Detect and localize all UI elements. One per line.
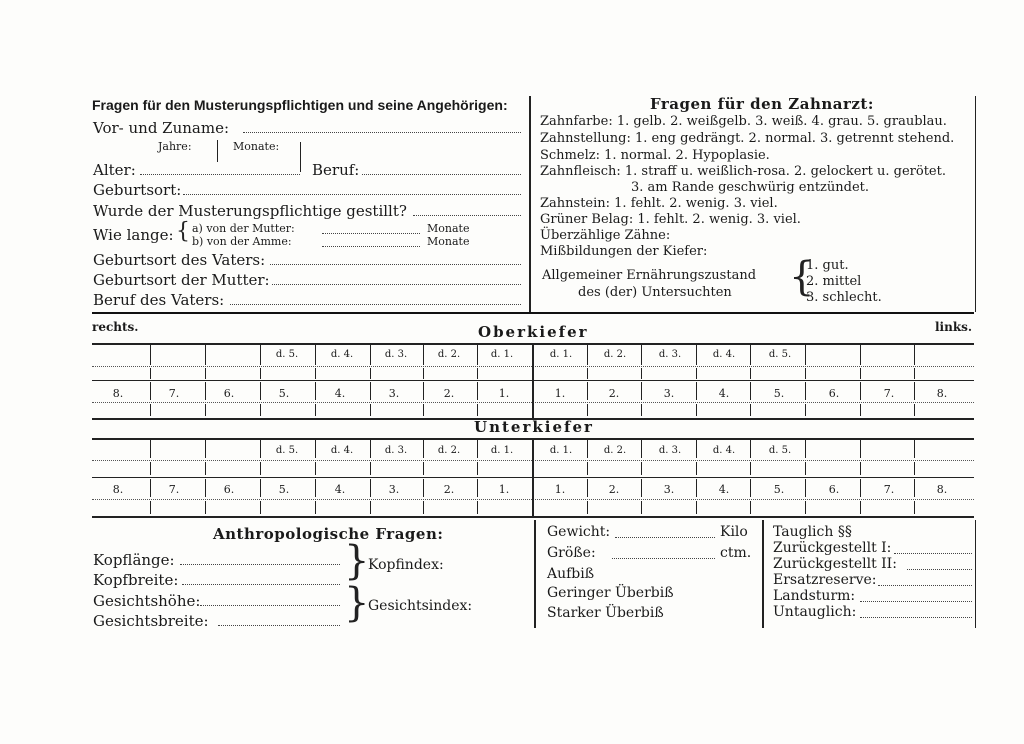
links-label: links.: [935, 320, 973, 334]
cell-tick: [315, 404, 316, 416]
cell-tick: [641, 440, 642, 458]
ok-d2-right: d. 2.: [437, 349, 461, 360]
cell-tick: [423, 501, 424, 514]
beruf-field[interactable]: [362, 174, 521, 175]
cell-tick: [587, 345, 588, 365]
cell-tick: [205, 345, 206, 365]
left-header: Fragen für den Musterungspflichtigen und seine Angehörigen:: [92, 97, 508, 113]
zurueck-2-label: Zurückgestellt II:: [773, 556, 897, 572]
cell-tick: [750, 440, 751, 458]
cell-tick: [423, 440, 424, 458]
ok-tooth-r5: 5.: [278, 387, 290, 400]
ok-tooth-l3: 3.: [663, 387, 675, 400]
oberkiefer-label: Oberkiefer: [478, 323, 589, 341]
cell-tick: [260, 345, 261, 365]
cell-tick: [914, 501, 915, 514]
landsturm-label: Landsturm:: [773, 588, 856, 604]
wie-lange-brace: {: [176, 219, 190, 244]
gesichtshoehe-label: Gesichtshöhe:: [93, 592, 201, 610]
monate-label: Monate:: [233, 140, 280, 153]
gewicht-label: Gewicht:: [547, 524, 611, 540]
cell-tick: [750, 501, 751, 514]
cell-tick: [150, 440, 151, 458]
cell-tick: [260, 404, 261, 416]
cell-tick: [587, 462, 588, 475]
untauglich-field[interactable]: [860, 617, 972, 618]
tauglich: Tauglich §§: [773, 524, 852, 540]
right-edge-top: [975, 96, 976, 312]
missbildungen: Mißbildungen der Kiefer:: [540, 244, 708, 259]
cell-tick: [587, 404, 588, 416]
unterkiefer-label: Unterkiefer: [474, 418, 594, 436]
cell-tick: [370, 479, 371, 497]
cell-tick: [477, 501, 478, 514]
cell-tick: [477, 462, 478, 475]
kopfindex-label: Kopfindex:: [368, 557, 444, 573]
uk-d3-right: d. 3.: [384, 445, 408, 456]
jahre-label: Jahre:: [158, 140, 192, 153]
cell-tick: [641, 479, 642, 497]
cell-tick: [805, 462, 806, 475]
cell-tick: [260, 440, 261, 458]
uk-tooth-r5: 5.: [278, 483, 290, 496]
cell-tick: [914, 479, 915, 497]
uk-tooth-r1: 1.: [498, 483, 510, 496]
cell-tick: [477, 382, 478, 400]
zurueck-2-field[interactable]: [907, 569, 972, 570]
cell-tick: [914, 345, 915, 365]
uk-tooth-r8: 8.: [112, 483, 124, 496]
starker-ueberbiss: Starker Überbiß: [547, 605, 664, 621]
cell-tick: [477, 368, 478, 379]
geburtsort-vater-field[interactable]: [270, 264, 521, 265]
kopfbreite-field[interactable]: [182, 584, 340, 585]
cell-tick: [805, 501, 806, 514]
ernaehrung-brace: {: [789, 254, 815, 300]
ok-tooth-r3: 3.: [388, 387, 400, 400]
von-amme-field[interactable]: [322, 246, 420, 247]
geburtsort-vater-label: Geburtsort des Vaters:: [93, 251, 266, 269]
uk-tooth-l4: 4.: [718, 483, 730, 496]
cell-tick: [423, 404, 424, 416]
untauglich-label: Untauglich:: [773, 604, 857, 620]
beruf-vater-label: Beruf des Vaters:: [93, 291, 225, 309]
uk-tooth-l3: 3.: [663, 483, 675, 496]
ok-tooth-r8: 8.: [112, 387, 124, 400]
option-schlecht: 3. schlecht.: [806, 290, 882, 305]
uk-d3-left: d. 3.: [658, 445, 682, 456]
ctm-unit: ctm.: [720, 545, 752, 561]
cell-tick: [370, 462, 371, 475]
groesse-field[interactable]: [612, 558, 715, 559]
cell-tick: [641, 345, 642, 365]
ok-d4-left: d. 4.: [712, 349, 736, 360]
cell-tick: [696, 501, 697, 514]
jahre-divider: [217, 140, 218, 162]
uk-d1-left: d. 1.: [549, 445, 573, 456]
uk-tooth-r2: 2.: [443, 483, 455, 496]
name-field[interactable]: [243, 132, 521, 133]
cell-tick: [260, 479, 261, 497]
cell-tick: [315, 368, 316, 379]
gesichtsbreite-label: Gesichtsbreite:: [93, 612, 209, 630]
option-gut: 1. gut.: [806, 258, 849, 273]
cell-tick: [150, 479, 151, 497]
uk-tooth-r4: 4.: [334, 483, 346, 496]
geburtsort-mutter-field[interactable]: [272, 284, 521, 285]
gestillt-label: Wurde der Musterungspflichtige gestillt?: [93, 202, 407, 220]
cell-tick: [750, 345, 751, 365]
cell-tick: [370, 345, 371, 365]
zahnstellung: Zahnstellung: 1. eng gedrängt. 2. normal. 3. getrennt stehend.: [540, 131, 955, 146]
gewicht-field[interactable]: [615, 537, 715, 538]
cell-tick: [370, 501, 371, 514]
uk-d2-left: d. 2.: [603, 445, 627, 456]
ok-tooth-l2: 2.: [608, 387, 620, 400]
zahnfleisch-2: 3. am Rande geschwürig entzündet.: [631, 180, 870, 195]
ueberzaehlige-zaehne: Überzählige Zähne:: [540, 228, 671, 243]
cell-tick: [150, 501, 151, 514]
ok-d2-left: d. 2.: [603, 349, 627, 360]
cell-tick: [750, 479, 751, 497]
cell-tick: [423, 382, 424, 400]
cell-tick: [315, 382, 316, 400]
cell-tick: [860, 440, 861, 458]
ok-tooth-r6: 6.: [223, 387, 235, 400]
landsturm-field[interactable]: [860, 601, 972, 602]
cell-tick: [914, 368, 915, 379]
cell-tick: [477, 440, 478, 458]
von-amme-label: b) von der Amme:: [192, 235, 292, 248]
option-mittel: 2. mittel: [806, 274, 862, 289]
ok-tooth-l4: 4.: [718, 387, 730, 400]
cell-tick: [750, 404, 751, 416]
cell-tick: [860, 382, 861, 400]
uk-d2-right: d. 2.: [437, 445, 461, 456]
cell-tick: [150, 345, 151, 365]
ok-rule-5: [92, 418, 974, 420]
top-column-divider: [529, 96, 531, 312]
cell-tick: [696, 404, 697, 416]
ok-tooth-r1: 1.: [498, 387, 510, 400]
ok-tooth-l5: 5.: [773, 387, 785, 400]
uk-tooth-r3: 3.: [388, 483, 400, 496]
uk-tooth-l6: 6.: [828, 483, 840, 496]
uk-d5-right: d. 5.: [275, 445, 299, 456]
top-section-rule: [92, 312, 974, 314]
cell-tick: [750, 368, 751, 379]
uk-tooth-l7: 7.: [883, 483, 895, 496]
alter-field[interactable]: [140, 174, 300, 175]
cell-tick: [260, 382, 261, 400]
ok-tooth-l1: 1.: [554, 387, 566, 400]
cell-tick: [805, 382, 806, 400]
kilo-unit: Kilo: [720, 524, 748, 540]
uk-rule-5: [92, 516, 974, 518]
cell-tick: [805, 368, 806, 379]
ok-tooth-r2: 2.: [443, 387, 455, 400]
right-edge-bottom: [975, 520, 976, 628]
ok-d5-right: d. 5.: [275, 349, 299, 360]
cell-tick: [805, 404, 806, 416]
cell-tick: [477, 479, 478, 497]
ok-tooth-r7: 7.: [168, 387, 180, 400]
gesichtshoehe-field[interactable]: [200, 605, 340, 606]
zurueck-1-field[interactable]: [894, 553, 972, 554]
cell-tick: [914, 440, 915, 458]
bottom-divider-2: [762, 520, 764, 628]
kopflaenge-field[interactable]: [180, 564, 340, 565]
groesse-label: Größe:: [547, 545, 596, 561]
cell-tick: [696, 368, 697, 379]
cell-tick: [914, 404, 915, 416]
geburtsort-mutter-label: Geburtsort der Mutter:: [93, 271, 270, 289]
ersatz-label: Ersatzreserve:: [773, 572, 877, 588]
cell-tick: [423, 345, 424, 365]
cell-tick: [150, 382, 151, 400]
cell-tick: [205, 440, 206, 458]
gestillt-field[interactable]: [413, 215, 521, 216]
gesichtsindex-brace: }: [344, 580, 370, 626]
beruf-label: Beruf:: [312, 161, 360, 179]
schmelz: Schmelz: 1. normal. 2. Hypoplasie.: [540, 148, 770, 163]
cell-tick: [315, 501, 316, 514]
ok-d3-left: d. 3.: [658, 349, 682, 360]
right-header: Fragen für den Zahnarzt:: [650, 95, 874, 113]
wie-lange-label: Wie lange:: [93, 226, 174, 244]
uk-d4-left: d. 4.: [712, 445, 736, 456]
rechts-label: rechts.: [92, 320, 139, 334]
von-mutter-label: a) von der Mutter:: [192, 222, 295, 235]
cell-tick: [750, 462, 751, 475]
cell-tick: [315, 462, 316, 475]
cell-tick: [641, 382, 642, 400]
ersatz-field[interactable]: [878, 585, 972, 586]
cell-tick: [205, 479, 206, 497]
cell-tick: [370, 368, 371, 379]
cell-tick: [315, 440, 316, 458]
uk-tooth-l5: 5.: [773, 483, 785, 496]
cell-tick: [205, 382, 206, 400]
cell-tick: [587, 368, 588, 379]
cell-tick: [587, 501, 588, 514]
cell-tick: [423, 462, 424, 475]
ok-tooth-l7: 7.: [883, 387, 895, 400]
alter-label: Alter:: [93, 161, 136, 179]
cell-tick: [860, 479, 861, 497]
zahnfleisch: Zahnfleisch: 1. straff u. weißlich-rosa. 2. gelockert u. gerötet.: [540, 164, 946, 179]
cell-tick: [860, 368, 861, 379]
cell-tick: [150, 404, 151, 416]
cell-tick: [641, 368, 642, 379]
uk-d1-right: d. 1.: [490, 445, 514, 456]
cell-tick: [805, 345, 806, 365]
cell-tick: [860, 345, 861, 365]
zahnfarbe: Zahnfarbe: 1. gelb. 2. weißgelb. 3. weiß. 4. grau. 5. graublau.: [540, 114, 947, 129]
ok-d1-right: d. 1.: [490, 349, 514, 360]
cell-tick: [696, 462, 697, 475]
cell-tick: [205, 404, 206, 416]
von-mutter-field[interactable]: [322, 233, 420, 234]
uk-d4-right: d. 4.: [330, 445, 354, 456]
cell-tick: [641, 404, 642, 416]
cell-tick: [150, 462, 151, 475]
ernaehrung-2: des (der) Untersuchten: [578, 285, 732, 300]
ok-tooth-l6: 6.: [828, 387, 840, 400]
cell-tick: [423, 368, 424, 379]
ok-d5-left: d. 5.: [768, 349, 792, 360]
cell-tick: [477, 345, 478, 365]
cell-tick: [696, 479, 697, 497]
kopfbreite-label: Kopfbreite:: [93, 571, 179, 589]
cell-tick: [641, 462, 642, 475]
cell-tick: [587, 479, 588, 497]
cell-tick: [260, 368, 261, 379]
geburtsort-label: Geburtsort:: [93, 181, 182, 199]
geringer-ueberbiss: Geringer Überbiß: [547, 585, 674, 601]
cell-tick: [750, 382, 751, 400]
beruf-vater-field[interactable]: [230, 304, 521, 305]
cell-tick: [805, 440, 806, 458]
cell-tick: [587, 382, 588, 400]
gesichtsindex-label: Gesichtsindex:: [368, 598, 473, 614]
uk-tooth-r6: 6.: [223, 483, 235, 496]
uk-d5-left: d. 5.: [768, 445, 792, 456]
cell-tick: [477, 404, 478, 416]
cell-tick: [696, 440, 697, 458]
cell-tick: [370, 404, 371, 416]
bottom-divider-1: [534, 520, 536, 628]
uk-midline: [532, 438, 534, 516]
cell-tick: [205, 462, 206, 475]
cell-tick: [150, 368, 151, 379]
cell-tick: [370, 382, 371, 400]
monate-divider: [300, 142, 301, 172]
zahnstein: Zahnstein: 1. fehlt. 2. wenig. 3. viel.: [540, 196, 778, 211]
kopfindex-brace: }: [344, 538, 370, 584]
cell-tick: [205, 501, 206, 514]
ok-midline: [532, 343, 534, 418]
zurueck-1-label: Zurückgestellt I:: [773, 540, 892, 556]
ok-d1-left: d. 1.: [549, 349, 573, 360]
cell-tick: [587, 440, 588, 458]
kopflaenge-label: Kopflänge:: [93, 551, 175, 569]
uk-tooth-l8: 8.: [936, 483, 948, 496]
ernaehrung-1: Allgemeiner Ernährungszustand: [542, 268, 757, 283]
uk-tooth-l2: 2.: [608, 483, 620, 496]
cell-tick: [641, 501, 642, 514]
ok-tooth-r4: 4.: [334, 387, 346, 400]
monate-unit-1: Monate: [427, 222, 470, 235]
name-label: Vor- und Zuname:: [93, 119, 230, 137]
ok-d3-right: d. 3.: [384, 349, 408, 360]
cell-tick: [260, 501, 261, 514]
cell-tick: [315, 479, 316, 497]
cell-tick: [260, 462, 261, 475]
uk-tooth-l1: 1.: [554, 483, 566, 496]
cell-tick: [370, 440, 371, 458]
geburtsort-field[interactable]: [183, 194, 521, 195]
cell-tick: [423, 479, 424, 497]
cell-tick: [696, 345, 697, 365]
gesichtsbreite-field[interactable]: [218, 625, 340, 626]
cell-tick: [914, 382, 915, 400]
cell-tick: [860, 462, 861, 475]
cell-tick: [914, 462, 915, 475]
cell-tick: [805, 479, 806, 497]
cell-tick: [860, 501, 861, 514]
cell-tick: [205, 368, 206, 379]
aufbiss: Aufbiß: [547, 566, 595, 582]
ok-tooth-l8: 8.: [936, 387, 948, 400]
monate-unit-2: Monate: [427, 235, 470, 248]
cell-tick: [315, 345, 316, 365]
ok-d4-right: d. 4.: [330, 349, 354, 360]
anthro-title: Anthropologische Fragen:: [213, 525, 444, 543]
cell-tick: [860, 404, 861, 416]
cell-tick: [696, 382, 697, 400]
gruener-belag: Grüner Belag: 1. fehlt. 2. wenig. 3. viel.: [540, 212, 801, 227]
uk-tooth-r7: 7.: [168, 483, 180, 496]
